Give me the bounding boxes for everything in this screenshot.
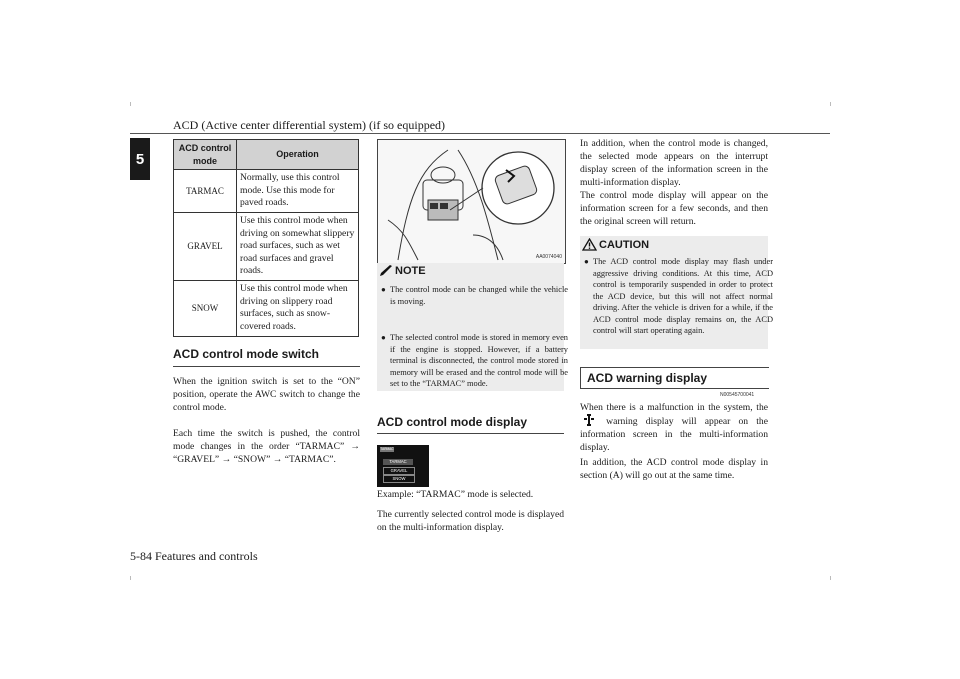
section-title-warning-display: ACD warning display [580,367,769,389]
mode-cell: SNOW [174,280,237,336]
note-box [377,263,568,391]
paragraph: In addition, the ACD control mode display in section (A) will go out at the same time. [580,457,768,481]
operation-cell: Normally, use this control mode. Use this mode for paved roads. [237,170,359,213]
mode-cell: TARMAC [174,170,237,213]
table-header-mode: ACD control mode [174,140,237,170]
operation-cell: Use this control mode when driving on slippery road surfaces, such as snow-covered roads. [237,280,359,336]
section-title-mode-display: ACD control mode display [377,415,528,429]
console-illustration [378,140,565,263]
section-code: N00545700041 [720,392,755,398]
acd-mode-table [173,139,359,337]
example-caption: Example: “TARMAC” mode is selected. [377,489,534,500]
acd-warning-icon [583,414,595,426]
operation-cell: Use this control mode when driving on somewhat slippery road surfaces, such as wet road surfaces and gravel roads. [237,213,359,281]
display-current-mode: TARMAC [380,447,394,451]
mode-display-screen [377,445,429,487]
paragraph: In addition, when the control mode is changed, the selected mode appears on the interrupt display screen of the information screen in the multi-information display. [580,138,768,188]
caution-box [580,236,773,349]
display-row-tarmac: TARMAC [383,459,413,465]
paragraph: The control mode display will appear on the information screen for a few seconds, and then the original screen will return. [580,190,768,227]
pencil-icon [379,265,393,277]
paragraph: When there is a malfunction in the system, the warning display will appear on the information screen in the multi-information display. [580,402,768,453]
table-row [174,170,359,213]
bullet-icon: ● [584,257,589,266]
bullet-icon: ● [381,333,386,342]
bullet-icon: ● [381,285,386,294]
chapter-tab: 5 [130,138,150,180]
display-row-snow: SNOW [383,475,415,483]
display-row-gravel: GRAVEL [383,467,415,475]
section-title-mode-switch: ACD control mode switch [173,347,320,361]
paragraph: Each time the switch is pushed, the control mode changes in the order “TARMAC” → “GRAVEL” → “SNOW” → “TARMAC”. [173,428,360,465]
table-header-operation: Operation [237,140,359,170]
page-header-title: ACD (Active center differential system) (if so equipped) [173,118,446,132]
section-rule [377,433,564,434]
header-rule [130,133,830,134]
table-row [174,213,359,281]
caution-item: ● The ACD control mode display may flash under aggressive driving conditions. At this time, ACD control is temporarily suspended in order to protect the ACD device, but this will not affect normal driving. After the vehicle is driven for a while, if the ACD control mode display remains on, the ACD control will start operating again. [584,257,773,335]
note-item: ● The control mode can be changed while the vehicle is moving. [381,285,568,306]
paragraph: The currently selected control mode is displayed on the multi-information display. [377,509,564,533]
mode-cell: GRAVEL [174,213,237,281]
paragraph: When the ignition switch is set to the “ON” position, operate the AWC switch to change the control mode. [173,376,360,413]
caution-title: CAUTION [599,238,650,251]
note-title: NOTE [395,265,426,277]
table-row [174,280,359,336]
switch-illustration [377,139,566,264]
page-number-label: 5-84 Features and controls [130,549,258,563]
warning-triangle-icon [582,238,597,251]
illustration-code: AA0074040 [535,254,562,260]
section-rule [173,366,360,367]
note-item: ● The selected control mode is stored in memory even if the engine is stopped. However, if a battery terminal is disconnected, the control mode stored in memory will be erased and the control mode will be set to the “TARMAC” mode. [381,333,568,388]
